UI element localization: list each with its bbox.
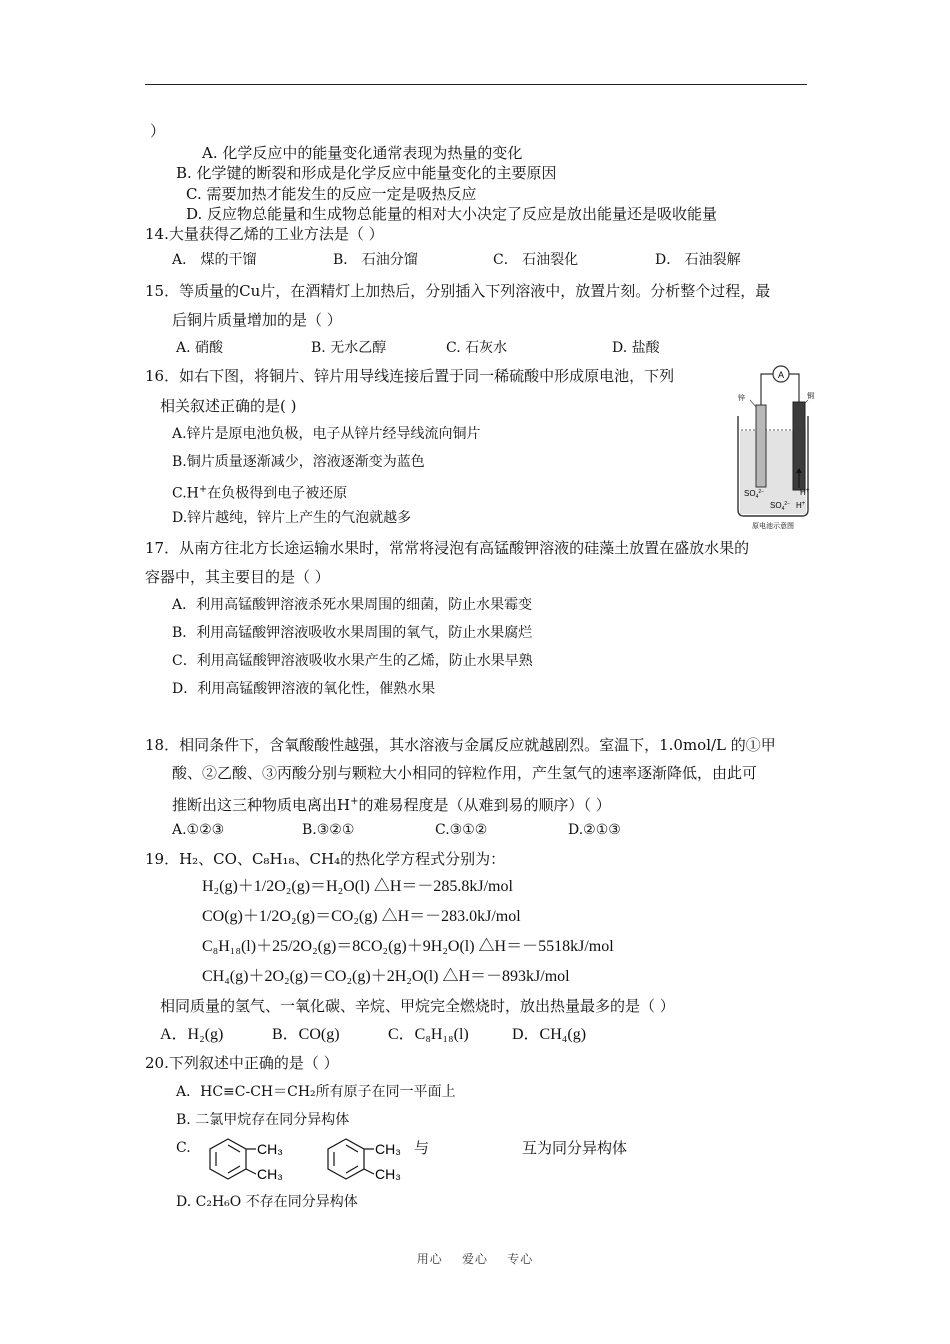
q19-equation-octane: C₈H₁₈(l)＋25/2O₂(g)＝8CO₂(g)＋9H₂O(l) △H＝－5518kJ/mol bbox=[202, 938, 614, 955]
q18-stem-line2: 酸、②乙酸、③丙酸分别与颗粒大小相同的锌粒作用，产生氢气的速率逐渐降低，由此可 bbox=[172, 764, 758, 782]
q13-option-a: A. 化学反应中的能量变化通常表现为热量的变化 bbox=[202, 144, 523, 162]
q19-option-c: C．C₈H₁₈(l) bbox=[388, 1026, 469, 1043]
q16-option-d: D.锌片越纯，锌片上产生的气泡就越多 bbox=[172, 510, 412, 526]
methyl-label: CH₃ bbox=[257, 1141, 283, 1157]
q18-stem-line1: 18．相同条件下，含氧酸酸性越强，其水溶液与金属反应就越剧烈。室温下，1.0mol/L 的①甲 bbox=[145, 736, 776, 754]
hydrogen-ion-mid: H+ bbox=[796, 501, 806, 510]
q15-option-a: A. 硝酸 bbox=[176, 340, 224, 356]
methyl-label: CH₃ bbox=[257, 1166, 283, 1182]
copper-label: 铜 bbox=[807, 393, 814, 400]
q15-stem-line2: 后铜片质量增加的是（ ） bbox=[172, 311, 342, 329]
q18-option-a: A.①②③ bbox=[172, 822, 225, 838]
q16-option-a: A.锌片是原电池负极，电子从锌片经导线流向铜片 bbox=[172, 426, 481, 442]
q20-option-c-label: C. bbox=[176, 1140, 191, 1156]
q18-option-b: B.③②① bbox=[302, 822, 355, 838]
q14-option-d: D． 石油裂解 bbox=[655, 252, 741, 268]
q13-option-d: D. 反应物总能量和生成物总能量的相对大小决定了反应是放出能量还是吸收能量 bbox=[186, 205, 718, 223]
figure-caption: 原电池示意图 bbox=[752, 523, 794, 530]
q17-option-a: A．利用高锰酸钾溶液杀死水果周围的细菌，防止水果霉变 bbox=[172, 597, 533, 613]
q20-stem: 20.下列叙述中正确的是（ ） bbox=[145, 1054, 339, 1072]
q19-equation-methane: CH₄(g)＋2O₂(g)＝CO₂(g)＋2H₂O(l) △H＝－893kJ/mol bbox=[202, 968, 570, 985]
q14-stem: 14.大量获得乙烯的工业方法是（ ） bbox=[145, 225, 384, 243]
q13-option-c: C. 需要加热才能发生的反应一定是吸热反应 bbox=[186, 185, 477, 203]
zinc-electrode bbox=[756, 405, 766, 487]
q15-option-d: D. 盐酸 bbox=[612, 340, 660, 356]
q20-option-d: D. C₂H₆O 不存在同分异构体 bbox=[176, 1194, 358, 1210]
q19-equation-co: CO(g)＋1/2O₂(g)＝CO₂(g) △H＝－283.0kJ/mol bbox=[202, 908, 521, 925]
hydrogen-ion-right: H+ bbox=[800, 488, 810, 497]
q17-option-c: C．利用高锰酸钾溶液吸收水果产生的乙烯，防止水果早熟 bbox=[172, 653, 533, 669]
header-rule bbox=[145, 84, 807, 85]
q18-option-d: D.②①③ bbox=[568, 822, 621, 838]
q16-option-b: B.铜片质量逐渐减少，溶液逐渐变为蓝色 bbox=[172, 454, 425, 470]
q20-isomer-text: 互为同分异构体 bbox=[522, 1139, 628, 1157]
q17-option-b: B．利用高锰酸钾溶液吸收水果周围的氧气，防止水果腐烂 bbox=[172, 625, 533, 641]
q13-stem-tail: ） bbox=[150, 122, 166, 140]
q15-option-c: C. 石灰水 bbox=[446, 340, 508, 356]
q14-option-c: C． 石油裂化 bbox=[493, 252, 579, 268]
q19-option-a: A．H₂(g) bbox=[160, 1026, 224, 1043]
q20-option-b: B. 二氯甲烷存在同分异构体 bbox=[176, 1112, 350, 1128]
q14-option-b: B． 石油分馏 bbox=[333, 252, 418, 268]
sulfate-ion-left: $SO_4^{2-}$ bbox=[744, 489, 765, 500]
xylene-structure-1 bbox=[208, 1135, 298, 1185]
xylene-structure-2 bbox=[326, 1135, 416, 1185]
q20-option-a: A．HC≡C-CH＝CH₂所有原子在同一平面上 bbox=[176, 1084, 456, 1100]
q17-stem-line2: 容器中，其主要目的是（ ） bbox=[145, 568, 330, 586]
q14-option-a: A． 煤的干馏 bbox=[172, 252, 257, 268]
q17-stem-line1: 17．从南方往北方长途运输水果时，常常将浸泡有高锰酸钾溶液的硅藻土放置在盛放水果的 bbox=[145, 539, 750, 557]
q19-option-b: B．CO(g) bbox=[272, 1026, 340, 1043]
ammeter-label: A bbox=[777, 370, 785, 380]
wire-right bbox=[789, 374, 799, 402]
q18-option-c: C.③①② bbox=[435, 822, 488, 838]
q15-option-b: B. 无水乙醇 bbox=[311, 340, 387, 356]
q18-stem-line3: 推断出这三种物质电离出H+的难易程度是（从难到易的顺序）（ ） bbox=[172, 796, 611, 814]
galvanic-cell-figure bbox=[728, 360, 813, 532]
q15-stem-line1: 15．等质量的Cu片，在酒精灯上加热后，分别插入下列溶液中，放置片刻。分析整个过程，最 bbox=[145, 282, 771, 300]
zinc-label: 锌 bbox=[738, 395, 745, 402]
q20-with-word: 与 bbox=[414, 1139, 430, 1157]
q19-option-d: D．CH₄(g) bbox=[512, 1026, 587, 1043]
q19-stem: 19．H₂、CO、C₈H₁₈、CH₄的热化学方程式分别为： bbox=[145, 850, 506, 868]
q16-stem-line2: 相关叙述正确的是( ) bbox=[160, 397, 297, 415]
sulfate-ion-mid: $SO_4^{2-}$ bbox=[770, 501, 791, 512]
methyl-label: CH₃ bbox=[375, 1141, 401, 1157]
q17-option-d: D．利用高锰酸钾溶液的氧化性，催熟水果 bbox=[172, 681, 436, 697]
q16-stem-line1: 16．如右下图，将铜片、锌片用导线连接后置于同一稀硫酸中形成原电池，下列 bbox=[145, 367, 675, 385]
q19-question: 相同质量的氢气、一氧化碳、辛烷、甲烷完全燃烧时，放出热量最多的是（ ） bbox=[160, 997, 675, 1015]
methyl-label: CH₃ bbox=[375, 1166, 401, 1182]
q19-equation-h2: H₂(g)＋1/2O₂(g)＝H₂O(l) △H＝－285.8kJ/mol bbox=[202, 878, 513, 895]
q16-option-c: C.H+在负极得到电子被还原 bbox=[172, 484, 348, 502]
q13-option-b: B. 化学键的断裂和形成是化学反应中能量变化的主要原因 bbox=[176, 164, 557, 182]
page-footer: 用心 爱心 专心 bbox=[416, 1252, 534, 1266]
wire-left bbox=[761, 374, 773, 405]
